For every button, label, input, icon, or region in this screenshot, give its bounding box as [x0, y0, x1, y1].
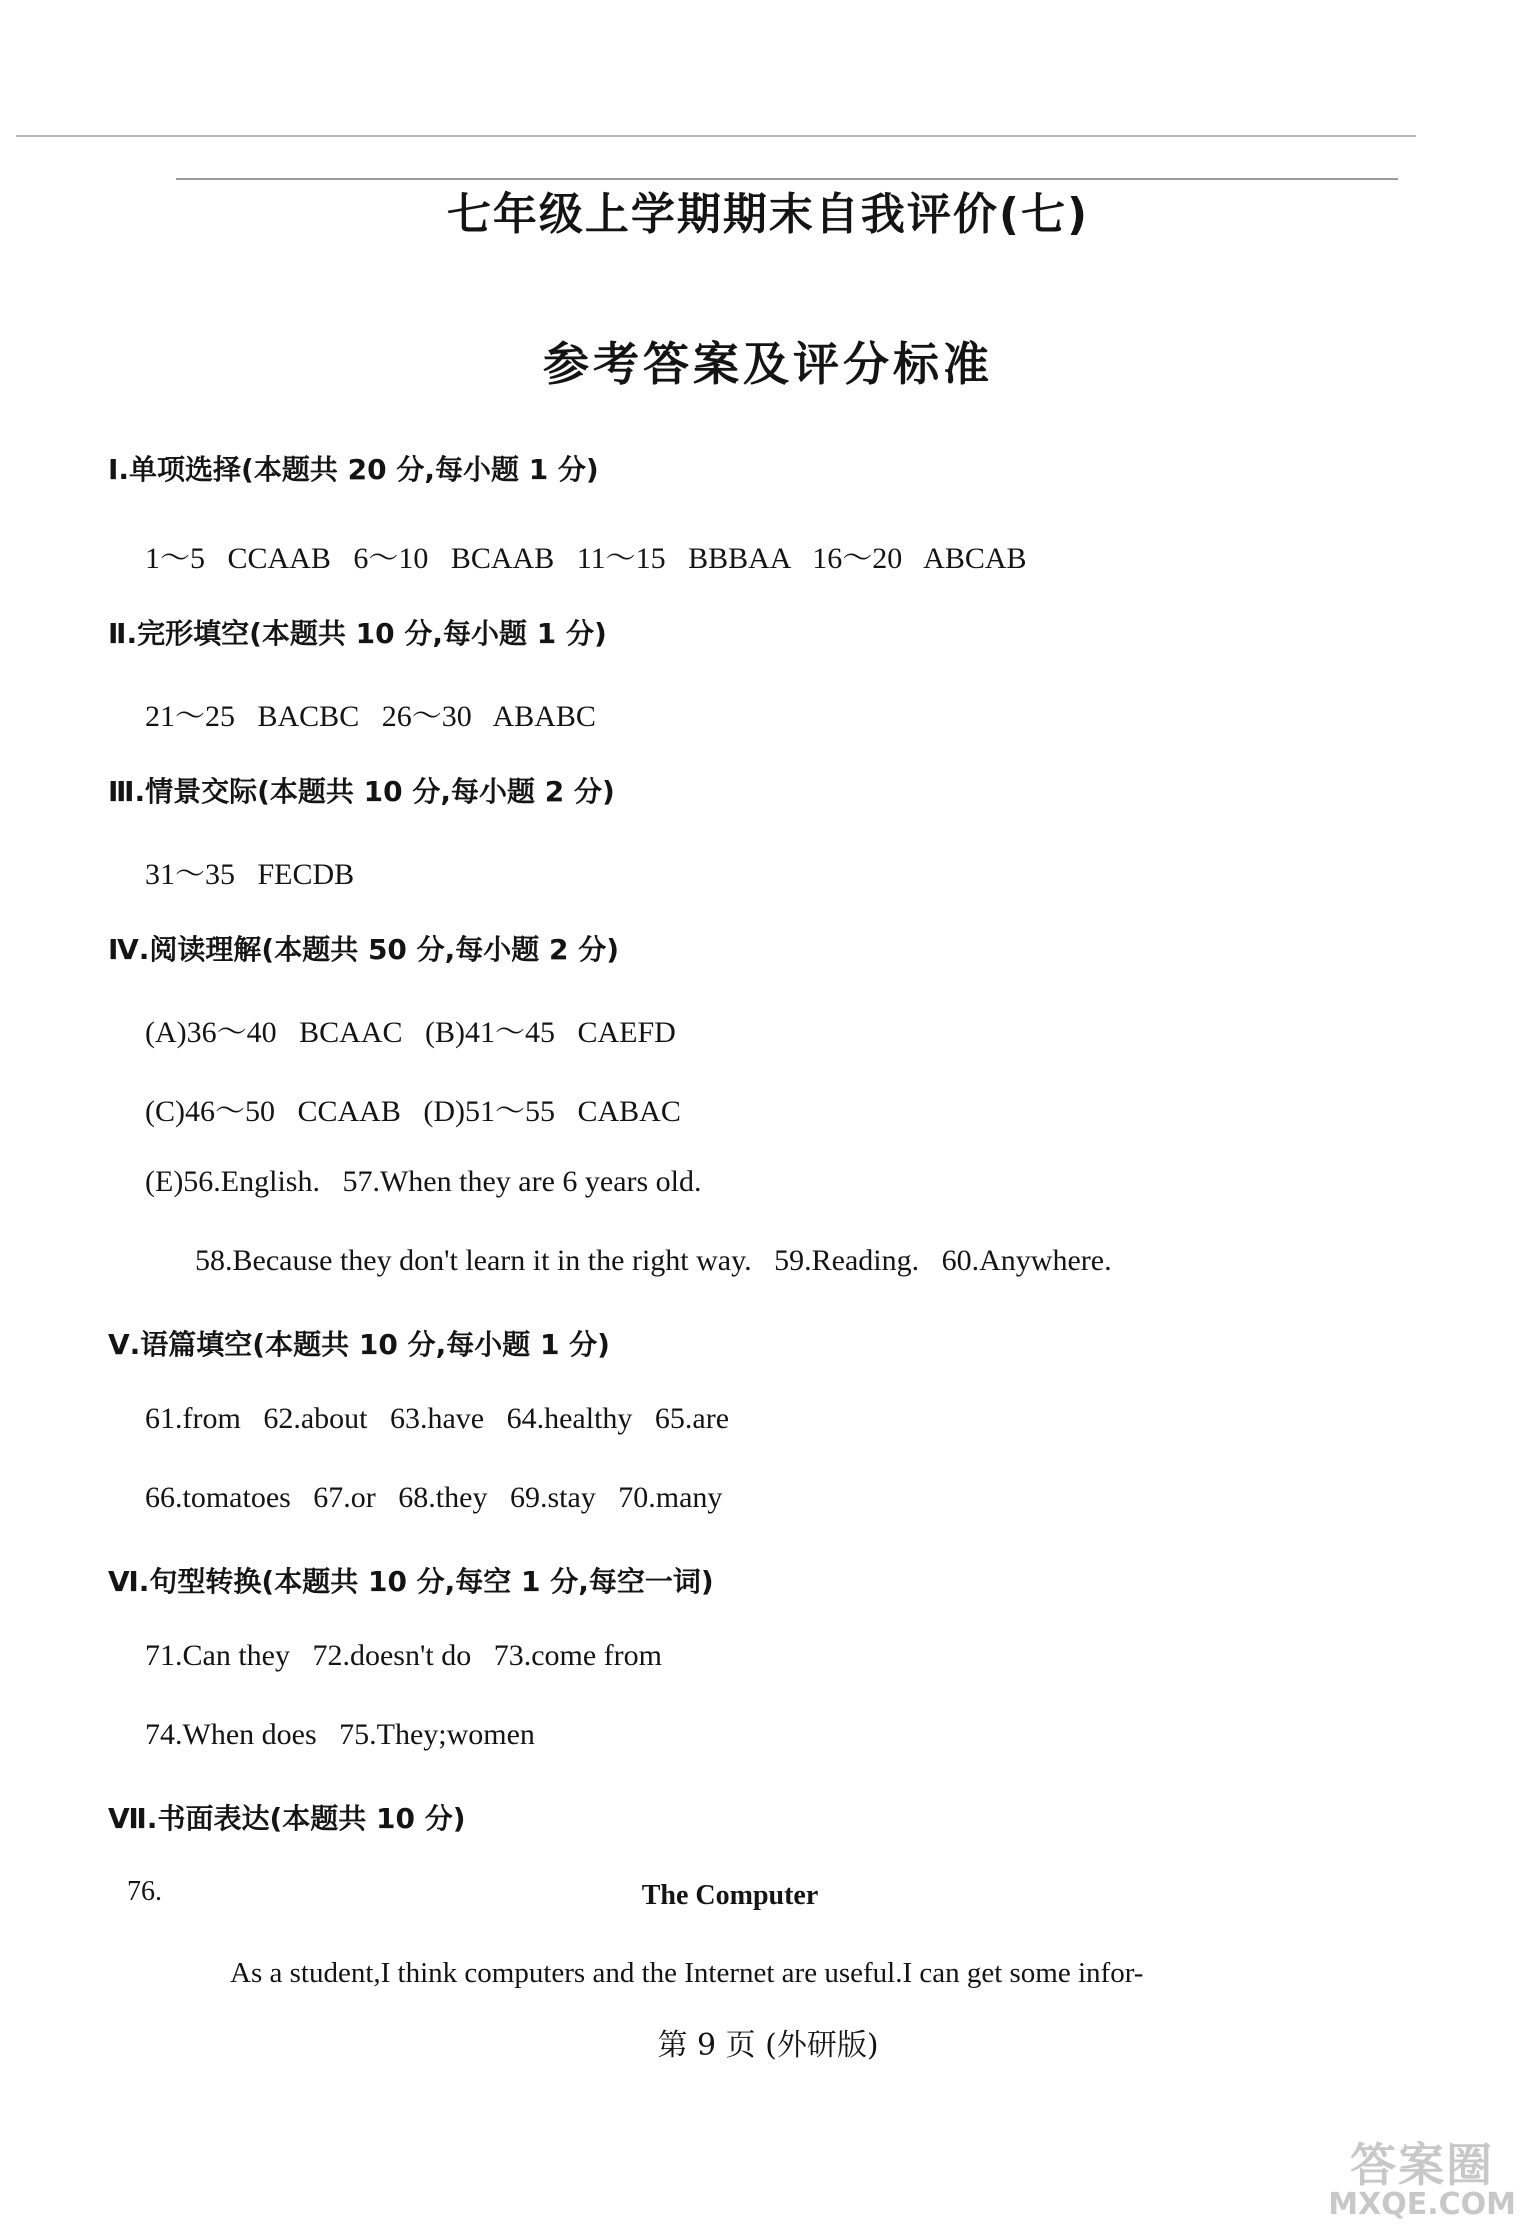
watermark-url: MXQE.COM: [1328, 2187, 1516, 2222]
answer-line: 74.When does 75.They;women: [145, 1718, 535, 1751]
section-heading-3: Ⅲ.情景交际(本题共 10 分,每小题 2 分): [108, 775, 615, 808]
answer-line: 66.tomatoes 67.or 68.they 69.stay 70.many: [145, 1481, 723, 1514]
essay-title: The Computer: [641, 1880, 819, 1911]
essay-number: 76.: [127, 1876, 162, 1907]
answer-line: 31～35 FECDB: [145, 858, 355, 891]
answer-line: 71.Can they 72.doesn't do 73.come from: [145, 1639, 662, 1672]
essay-first-line: As a student,I think computers and the Internet are useful.I can get some infor-: [230, 1957, 1144, 1989]
page-footer: 第 9 页 (外研版): [657, 2028, 879, 2063]
section-heading-2: Ⅱ.完形填空(本题共 10 分,每小题 1 分): [108, 617, 607, 650]
page-title: 七年级上学期期末自我评价(七): [446, 189, 1090, 240]
watermark: [1328, 2138, 1516, 2222]
answer-line: 1～5 CCAAB 6～10 BCAAB 11～15 BBBAA 16～20 ABCAB: [145, 542, 1027, 575]
top-rule-upper: [16, 135, 1416, 137]
answer-line: (C)46～50 CCAAB (D)51～55 CABAC: [145, 1095, 681, 1128]
answer-line: 58.Because they don't learn it in the right way. 59.Reading. 60.Anywhere.: [195, 1244, 1112, 1277]
section-heading-6: Ⅵ.句型转换(本题共 10 分,每空 1 分,每空一词): [108, 1565, 714, 1598]
watermark-logo: 答案圈: [1350, 2138, 1495, 2192]
section-heading-1: Ⅰ.单项选择(本题共 20 分,每小题 1 分): [108, 453, 599, 486]
answer-line: 61.from 62.about 63.have 64.healthy 65.are: [145, 1402, 730, 1435]
answer-line: (A)36～40 BCAAC (B)41～45 CAEFD: [145, 1016, 676, 1049]
section-heading-5: Ⅴ.语篇填空(本题共 10 分,每小题 1 分): [108, 1328, 610, 1361]
answer-line: (E)56.English. 57.When they are 6 years old.: [145, 1165, 702, 1198]
page-subtitle: 参考答案及评分标准: [543, 337, 993, 391]
section-heading-7: Ⅶ.书面表达(本题共 10 分): [108, 1802, 466, 1835]
section-heading-4: Ⅳ.阅读理解(本题共 50 分,每小题 2 分): [108, 933, 620, 966]
answer-line: 21～25 BACBC 26～30 ABABC: [145, 700, 596, 733]
